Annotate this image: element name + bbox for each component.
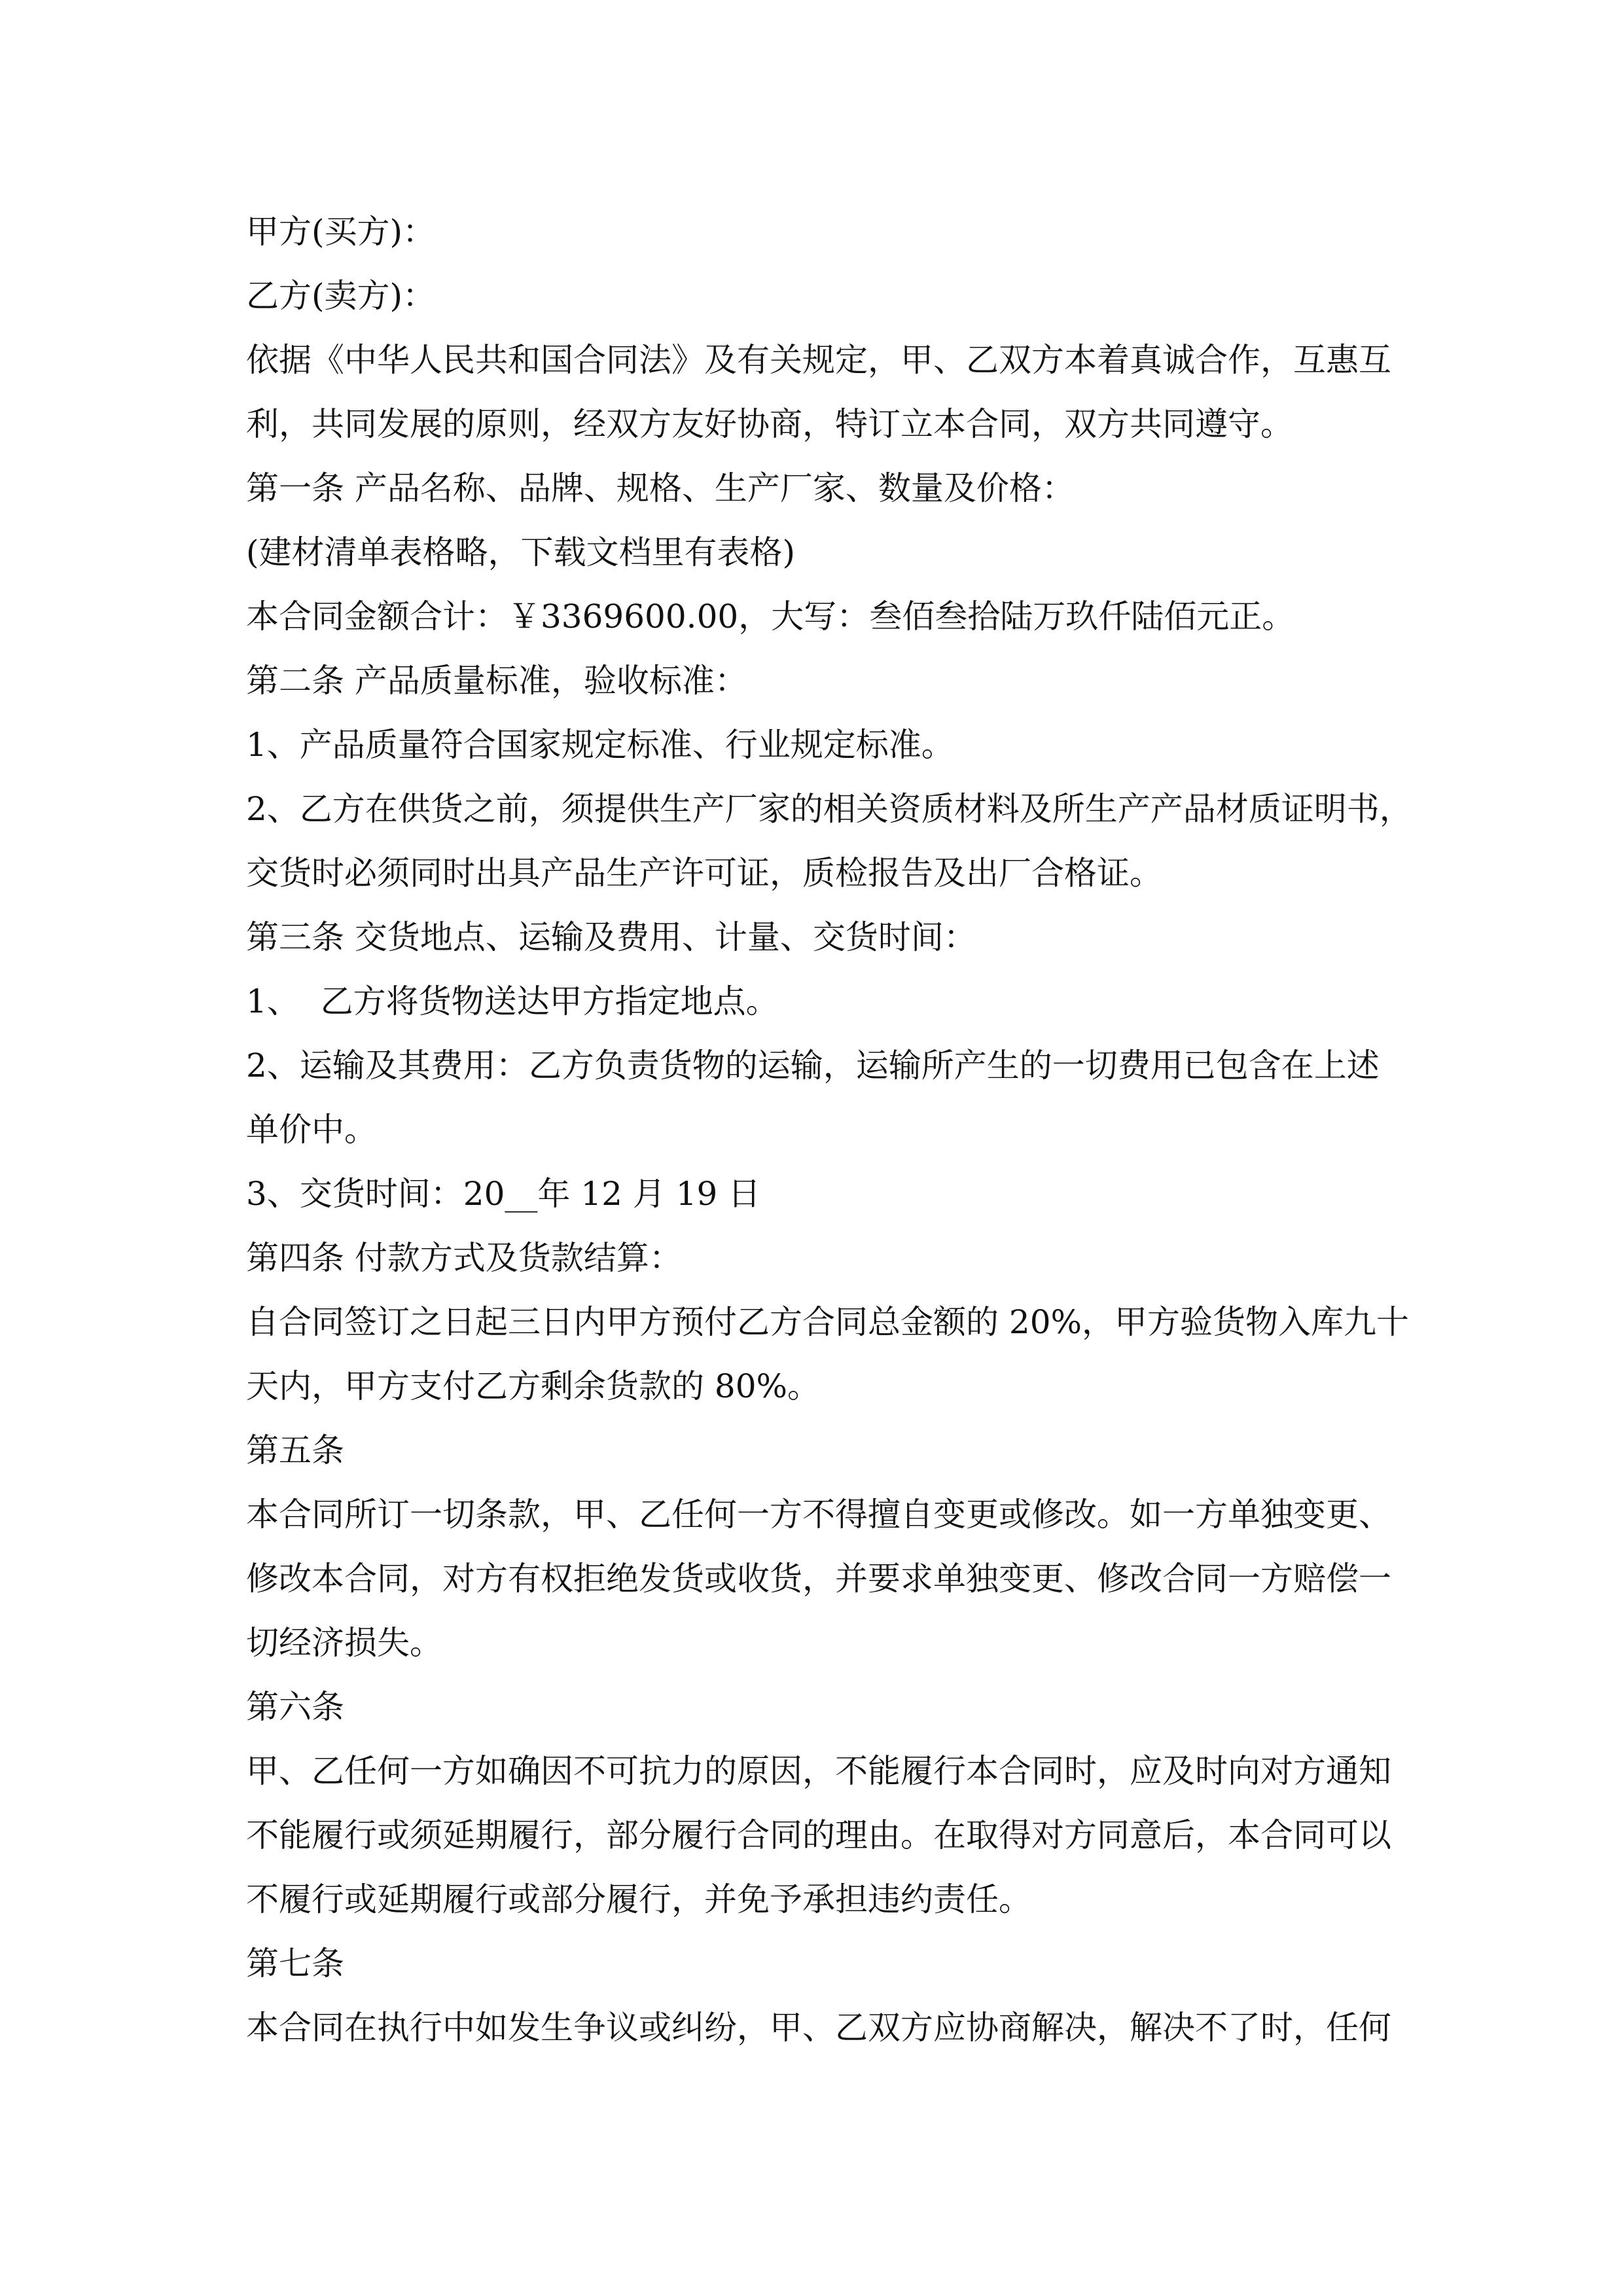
article-3-item-1: 1、 乙方将货物送达甲方指定地点。 — [246, 982, 779, 1020]
article-6-text-line-2: 不能履行或须延期履行，部分履行合同的理由。在取得对方同意后，本合同可以 — [246, 1816, 1391, 1854]
party-b-line: 乙方(卖方)： — [246, 277, 436, 315]
article-1-total-amount: 本合同金额合计：￥3369600.00，大写：叁佰叁拾陆万玖仟陆佰元正。 — [246, 598, 1295, 636]
article-5-heading: 第五条 — [246, 1431, 344, 1469]
article-4-text-line-2: 天内，甲方支付乙方剩余货款的 80%。 — [246, 1367, 821, 1405]
article-1-heading: 第一条 产品名称、品牌、规格、生产厂家、数量及价格： — [246, 469, 1075, 507]
article-7-text-line-1: 本合同在执行中如发生争议或纠纷，甲、乙双方应协商解决，解决不了时，任何 — [246, 2009, 1391, 2047]
article-5-text-line-2: 修改本合同，对方有权拒绝发货或收货，并要求单独变更、修改合同一方赔偿一 — [246, 1560, 1391, 1598]
article-3-item-3: 3、交货时间：20__年 12 月 19 日 — [246, 1175, 761, 1213]
party-a-line: 甲方(买方)： — [246, 213, 436, 251]
preamble-line-1: 依据《中华人民共和国合同法》及有关规定，甲、乙双方本着真诚合作，互惠互 — [246, 341, 1391, 379]
article-2-item-1: 1、产品质量符合国家规定标准、行业规定标准。 — [246, 726, 954, 764]
article-6-text-line-3: 不履行或延期履行或部分履行，并免予承担违约责任。 — [246, 1880, 1031, 1918]
article-5-text-line-1: 本合同所订一切条款，甲、乙任何一方不得擅自变更或修改。如一方单独变更、 — [246, 1496, 1391, 1534]
article-7-heading: 第七条 — [246, 1945, 344, 1982]
article-3-heading: 第三条 交货地点、运输及费用、计量、交货时间： — [246, 918, 976, 956]
article-6-heading: 第六条 — [246, 1688, 344, 1726]
preamble-line-2: 利，共同发展的原则，经双方友好协商，特订立本合同，双方共同遵守。 — [246, 405, 1293, 443]
article-6-text-line-1: 甲、乙任何一方如确因不可抗力的原因，不能履行本合同时，应及时向对方通知 — [246, 1752, 1391, 1790]
article-2-item-2-line-2: 交货时必须同时出具产品生产许可证，质检报告及出厂合格证。 — [246, 854, 1162, 892]
article-2-heading: 第二条 产品质量标准，验收标准： — [246, 662, 747, 700]
article-5-text-line-3: 切经济损失。 — [246, 1624, 442, 1662]
article-3-item-2-line-2: 单价中。 — [246, 1111, 377, 1149]
article-4-text-line-1: 自合同签订之日起三日内甲方预付乙方合同总金额的 20%，甲方验货物入库九十 — [246, 1303, 1410, 1341]
article-4-heading: 第四条 付款方式及货款结算： — [246, 1239, 682, 1277]
article-1-table-note: (建材清单表格略，下载文档里有表格) — [246, 533, 796, 571]
contract-body — [246, 200, 1412, 2060]
article-3-item-2-line-1: 2、运输及其费用：乙方负责货物的运输，运输所产生的一切费用已包含在上述 — [246, 1047, 1380, 1085]
article-2-item-2-line-1: 2、乙方在供货之前，须提供生产厂家的相关资质材料及所生产产品材质证明书， — [246, 790, 1412, 828]
